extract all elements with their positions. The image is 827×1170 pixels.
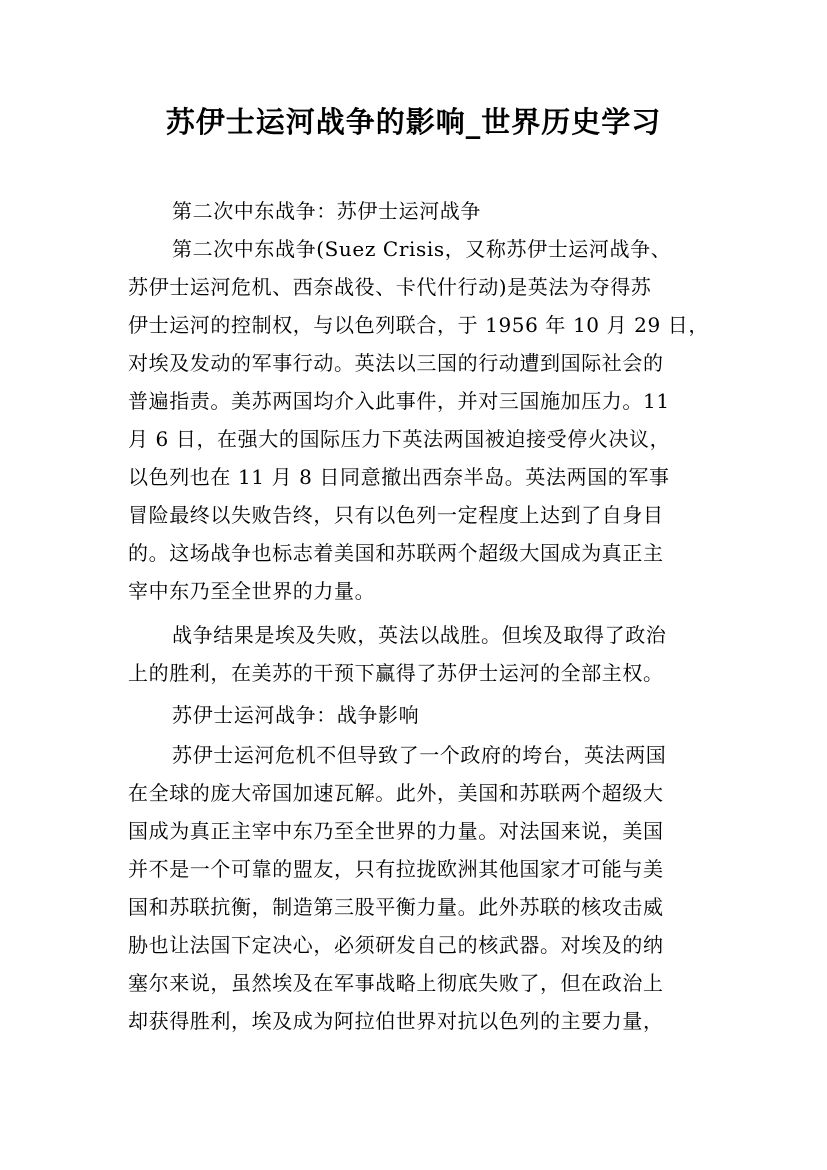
paragraph-line: 塞尔来说，虽然埃及在军事战略上彻底失败了，但在政治上 — [128, 971, 664, 995]
paragraph-line: 胁也让法国下定决心，必须研发自己的核武器。对埃及的纳 — [128, 933, 664, 957]
paragraph-line: 国成为真正主宰中东乃至全世界的力量。对法国来说，美国 — [128, 819, 664, 843]
paragraph-line: 战争结果是埃及失败，英法以战胜。但埃及取得了政治 — [172, 623, 667, 647]
paragraph-line: 却获得胜利，埃及成为阿拉伯世界对抗以色列的主要力量， — [128, 1009, 664, 1033]
paragraph-line: 苏伊士运河危机、西奈战役、卡代什行动)是英法为夺得苏 — [128, 275, 652, 299]
paragraph-line: 月 6 日，在强大的国际压力下英法两国被迫接受停火决议， — [128, 427, 671, 451]
section-heading: 第二次中东战争：苏伊士运河战争 — [172, 199, 481, 223]
paragraph-line: 的。这场战争也标志着美国和苏联两个超级大国成为真正主 — [128, 541, 664, 565]
paragraph-line: 普遍指责。美苏两国均介入此事件，并对三国施加压力。11 — [128, 389, 670, 413]
paragraph-line: 并不是一个可靠的盟友，只有拉拢欧洲其他国家才可能与美 — [128, 857, 664, 881]
paragraph-line: 上的胜利，在美苏的干预下赢得了苏伊士运河的全部主权。 — [128, 661, 664, 685]
section-heading: 苏伊士运河战争：战争影响 — [172, 703, 420, 727]
document-title: 苏伊士运河战争的影响_世界历史学习 — [165, 105, 662, 139]
paragraph-line: 宰中东乃至全世界的力量。 — [128, 579, 376, 603]
paragraph-line: 国和苏联抗衡，制造第三股平衡力量。此外苏联的核攻击威 — [128, 895, 664, 919]
paragraph-line: 在全球的庞大帝国加速瓦解。此外，美国和苏联两个超级大 — [128, 781, 664, 805]
paragraph-line: 伊士运河的控制权，与以色列联合，于 1956 年 10 月 29 日， — [128, 313, 709, 337]
paragraph-line: 冒险最终以失败告终，只有以色列一定程度上达到了自身目 — [128, 503, 664, 527]
paragraph-line: 第二次中东战争(Suez Crisis，又称苏伊士运河战争、 — [172, 237, 672, 261]
paragraph-line: 苏伊士运河危机不但导致了一个政府的垮台，英法两国 — [172, 743, 667, 767]
paragraph-line: 对埃及发动的军事行动。英法以三国的行动遭到国际社会的 — [128, 351, 664, 375]
paragraph-line: 以色列也在 11 月 8 日同意撤出西奈半岛。英法两国的军事 — [128, 465, 670, 489]
